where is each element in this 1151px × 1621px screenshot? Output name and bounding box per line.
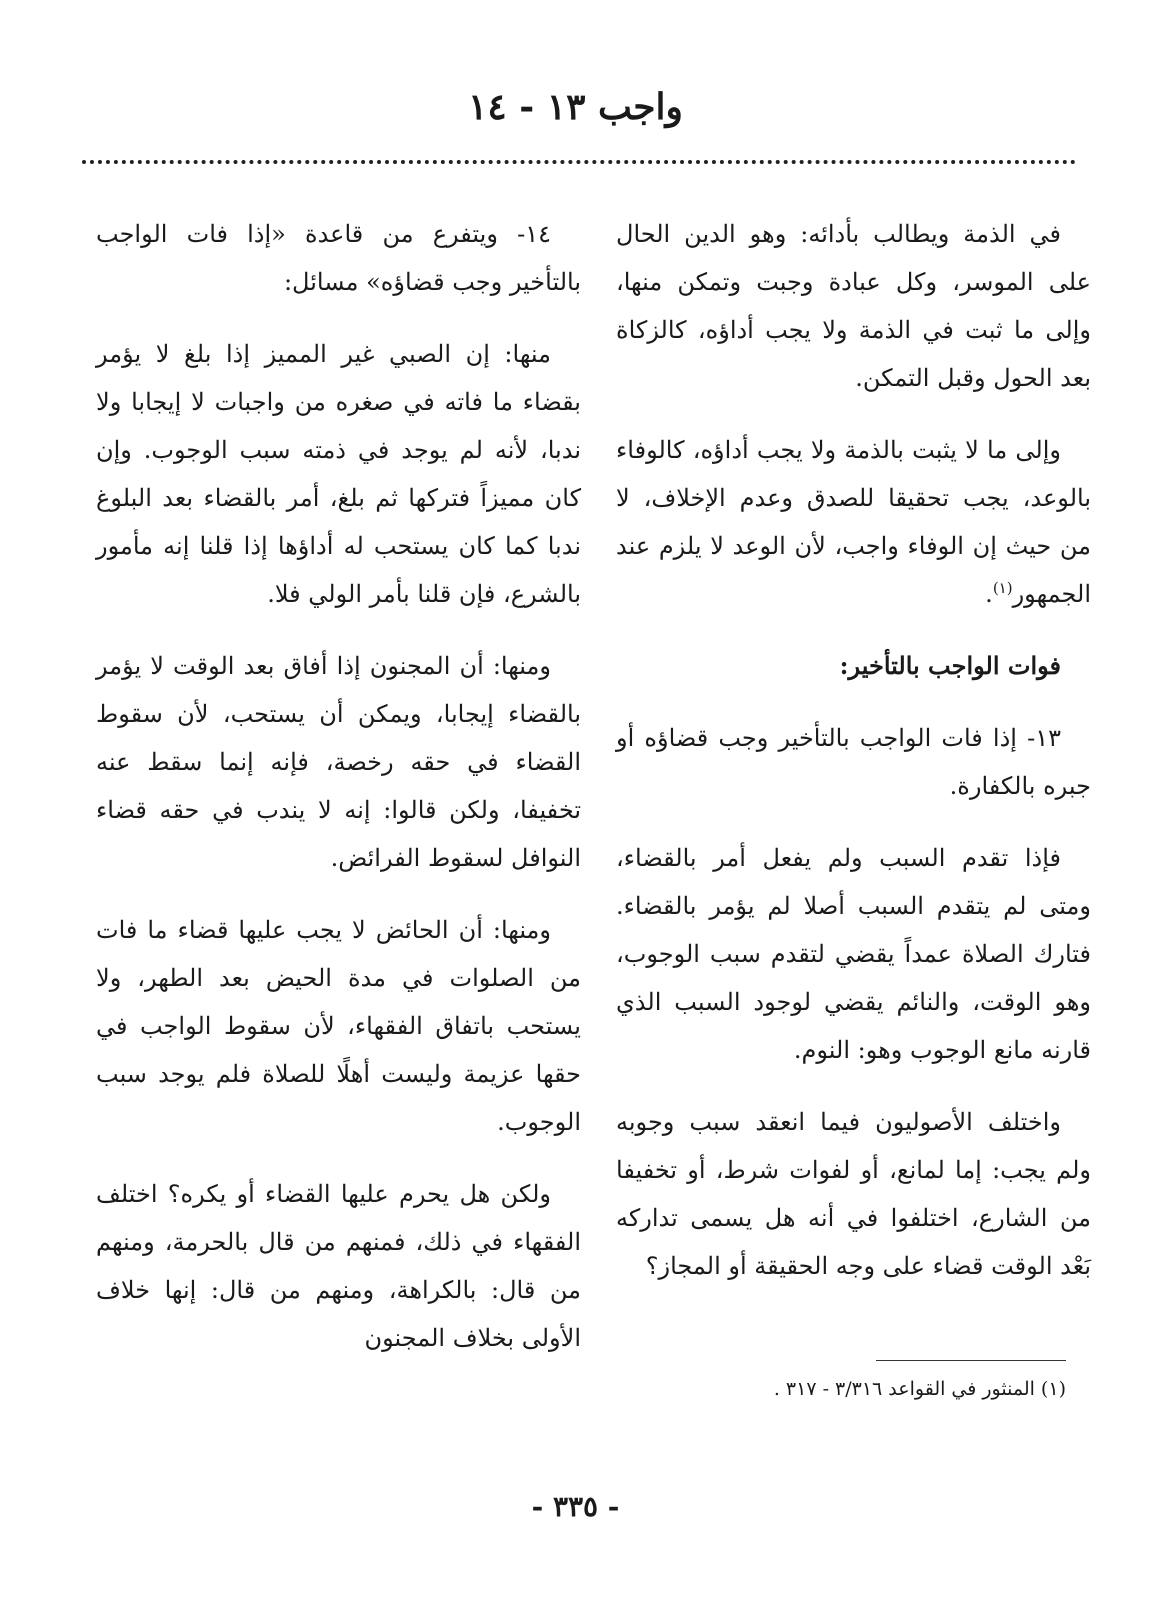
right-paragraph-3: ١٣- إذا فات الواجب بالتأخير وجب قضاؤه أو جبره بالكفارة. xyxy=(616,724,1091,800)
footnote-rule xyxy=(876,1360,1066,1361)
right-paragraph-2-text: وإلى ما لا يثبت بالذمة ولا يجب أداؤه، كالوفاء بالوعد، يجب تحقيقا للصدق وعدم الإخلاف، لا من حيث إن الوفاء واجب، لأن الوعد لا يلزم عند الجمهور xyxy=(616,436,1091,608)
page-number: - ٣٣٥ - xyxy=(531,1490,620,1523)
right-paragraph-2 xyxy=(616,426,1091,618)
right-paragraph-4: فإذا تقدم السبب ولم يفعل أمر بالقضاء، ومتى لم يتقدم السبب أصلا لم يؤمر بالقضاء. فتارك الصلاة عمداً يقضي لتقدم سبب الوجوب، وهو الوقت، والنائم يقضي لوجود السبب الذي قارنه مانع الوجوب وهو: النوم. xyxy=(616,844,1091,1064)
footnote-reference[interactable]: (١) xyxy=(992,579,1013,597)
footnote: (١) المنثور في القواعد ٣/٣١٦ - ٣١٧ . xyxy=(773,1378,1066,1400)
left-paragraph-5: ولكن هل يحرم عليها القضاء أو يكره؟ اختلف الفقهاء في ذلك، فمنهم من قال بالحرمة، ومنهم من قال: بالكراهة، ومنهم من قال: إنها خلاف الأولى بخلاف المجنون xyxy=(96,1180,581,1352)
left-paragraph-3: ومنها: أن المجنون إذا أفاق بعد الوقت لا يؤمر بالقضاء إيجابا، ويمكن أن يستحب، لأن سقوط القضاء في حقه رخصة، فإنه إنما سقط عنه تخفيفا، ولكن قالوا: إنه لا يندب في حقه قضاء النوافل لسقوط الفرائض. xyxy=(96,652,581,872)
left-paragraph-4: ومنها: أن الحائض لا يجب عليها قضاء ما فات من الصلوات في مدة الحيض بعد الطهر، ولا يستحب باتفاق الفقهاء، لأن سقوط الواجب في حقها عزيمة وليست أهلًا للصلاة فلم يوجد سبب الوجوب. xyxy=(96,916,581,1136)
page-header-title: واجب ١٣ - ١٤ xyxy=(468,86,683,128)
right-paragraph-5: واختلف الأصوليون فيما انعقد سبب وجوبه ولم يجب: إما لمانع، أو لفوات شرط، أو تخفيفا من الشارع، اختلفوا في أنه هل يسمى تداركه بَعْد الوقت قضاء على وجه الحقيقة أو المجاز؟ xyxy=(616,1108,1091,1280)
left-paragraph-2: منها: إن الصبي غير المميز إذا بلغ لا يؤمر بقضاء ما فاته في صغره من واجبات لا إيجابا ولا ندبا، لأنه لم يوجد في ذمته سبب الوجوب. وإن كان مميزاً فتركها ثم بلغ، أمر بالقضاء بعد البلوغ ندبا كما كان يستحب له أداؤها إذا قلنا إنه مأمور بالشرع، فإن قلنا بأمر الولي فلا. xyxy=(96,340,581,608)
header-dotted-rule xyxy=(82,160,1076,164)
right-paragraph-1: في الذمة ويطالب بأدائه: وهو الدين الحال على الموسر، وكل عبادة وجبت وتمكن منها، وإلى ما ثبت في الذمة ولا يجب أداؤه، كالزكاة بعد الحول وقبل التمكن. xyxy=(616,220,1091,392)
right-paragraph-2-end: . xyxy=(985,580,993,608)
section-heading: فوات الواجب بالتأخير: xyxy=(839,651,1061,680)
right-column xyxy=(616,210,1091,1314)
left-paragraph-1: ١٤- ويتفرع من قاعدة «إذا فات الواجب بالتأخير وجب قضاؤه» مسائل: xyxy=(96,220,581,296)
left-column xyxy=(96,210,581,1386)
